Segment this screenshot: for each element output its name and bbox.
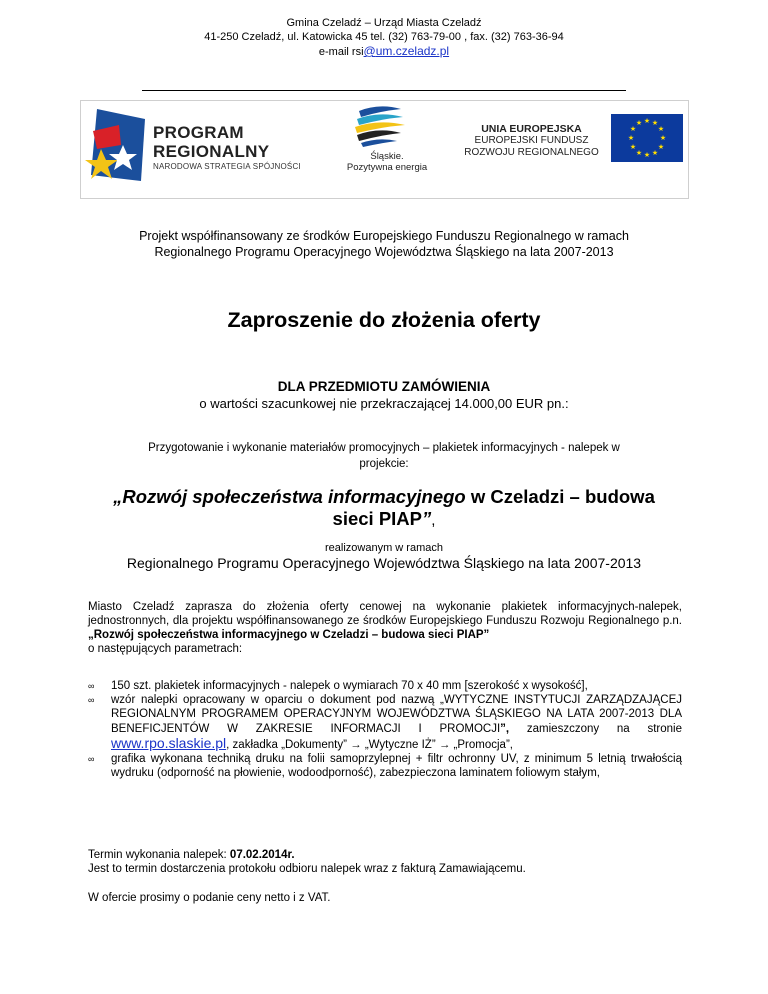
- letterhead: [0, 16, 768, 59]
- program-regionalny-logo-icon: [83, 105, 149, 191]
- list-item-text: wzór nalepki opracowany w oparciu o dokument pod nazwą „WYTYCZNE INSTYTUCJI ZARZĄDZAJĄCEJ REGIONALNYM PROGRAMEM OPERACYJNYM WOJEWÓDZTWA ŚLĄSKIEGO NA LATA 2007-2013 DLA BENEFICJENTÓW W ZAKRESIE INFORMACJI I PROMOCJI: [111, 694, 682, 735]
- project-name-rest: w Czeladzi – budowa: [465, 486, 655, 507]
- program-subtitle: NARODOWA STRATEGIA SPÓJNOŚCI: [153, 162, 301, 171]
- list-item-text: zamieszczony na stronie: [509, 722, 682, 735]
- deadline-note: Jest to termin dostarczenia protokołu odbioru nalepek wraz z fakturą Zamawiającemu.: [88, 863, 526, 875]
- cofinancing-line-2: Regionalnego Programu Operacyjnego Województwa Śląskiego na lata 2007-2013: [154, 245, 614, 259]
- rpo-website-link[interactable]: www.rpo.slaskie.pl: [111, 734, 227, 751]
- deadline-date: 07.02.2014r.: [229, 849, 295, 861]
- order-description: [0, 440, 768, 472]
- intro-text: Miasto Czeladź zaprasza do złożenia oferty cenowej na wykonanie plakietek informacyjnych-nalepek, jednostronnych, dla projektu współfinansowanego ze środków Europejskiego Funduszu Rozwoju Regionalnego p.n.: [88, 601, 682, 627]
- svg-text:★: ★: [651, 150, 659, 157]
- svg-text:★: ★: [643, 118, 651, 125]
- list-item-quote: ”,: [500, 722, 510, 735]
- project-name-italic: „Rozwój społeczeństwa informacyjnego: [113, 486, 466, 507]
- letterhead-email: [0, 44, 768, 59]
- pozytywna-energia-line: Pozytywna energia: [346, 162, 428, 173]
- email-prefix: e-mail rsi: [318, 46, 364, 58]
- email-domain-link[interactable]: um.czeladz.pl: [375, 44, 450, 58]
- letterhead-address: 41-250 Czeladź, ul. Katowicka 45 tel. (32) 763-79-00 , fax. (32) 763-36-94: [204, 31, 564, 43]
- list-item: [88, 679, 682, 693]
- regional-program-line: Regionalnego Programu Operacyjnego Województwa Śląskiego na lata 2007-2013: [126, 555, 642, 571]
- regionalny-line: REGIONALNY: [153, 142, 270, 161]
- eu-text: [464, 123, 599, 159]
- invitation-intro: [88, 600, 682, 656]
- bullet-icon: ∞: [88, 754, 95, 765]
- project-comma: ,: [431, 512, 436, 529]
- cofinancing-line-1: Projekt współfinansowany ze środków Europejskiego Funduszu Regionalnego w ramach: [139, 229, 629, 243]
- list-item-text: , zakładka „Dokumenty” → „Wytyczne IŻ” → „Promocja”,: [226, 738, 513, 751]
- project-name-line-2: sieci PIAP: [332, 508, 423, 529]
- email-at[interactable]: @: [363, 44, 376, 58]
- offer-note: W ofercie prosimy o podanie ceny netto i z VAT.: [88, 892, 331, 904]
- eu-flag-icon: [611, 114, 683, 162]
- project-close-quote: ”: [422, 508, 432, 529]
- document-title: Zaproszenie do złożenia oferty: [227, 308, 541, 332]
- svg-text:★: ★: [657, 126, 665, 133]
- realized-note: realizowanym w ramach: [325, 542, 443, 554]
- svg-text:★: ★: [651, 120, 659, 127]
- list-item-text: 150 szt. plakietek informacyjnych - nalepek o wymiarach 70 x 40 mm [szerokość x wysokość],: [111, 680, 588, 692]
- description-line-2: projekcie:: [359, 458, 409, 470]
- intro-tail: o następujących parametrach:: [88, 643, 243, 655]
- bullet-icon: ∞: [88, 681, 95, 691]
- svg-text:★: ★: [659, 135, 667, 142]
- parameters-list: [88, 679, 682, 780]
- deadline-label: Termin wykonania nalepek:: [88, 849, 230, 861]
- eu-fund-line: EUROPEJSKI FUNDUSZ: [474, 135, 589, 146]
- program-line: PROGRAM: [153, 123, 244, 142]
- slaskie-text: [327, 151, 447, 173]
- svg-text:★: ★: [629, 126, 637, 133]
- slaskie-logo-icon: [351, 105, 411, 149]
- list-item: [88, 693, 682, 752]
- program-regionalny-title: [153, 123, 269, 161]
- letterhead-office: Gmina Czeladź – Urząd Miasta Czeladź: [286, 17, 482, 29]
- logo-banner: [80, 100, 689, 199]
- svg-text:★: ★: [635, 150, 643, 157]
- cofinancing-note: [0, 228, 768, 260]
- svg-text:★: ★: [629, 144, 637, 151]
- eu-regional-line: ROZWOJU REGIONALNEGO: [464, 147, 599, 158]
- svg-text:★: ★: [627, 135, 635, 142]
- svg-text:★: ★: [643, 152, 651, 159]
- description-line-1: Przygotowanie i wykonanie materiałów promocyjnych – plakietek informacyjnych - nalepek w: [148, 442, 620, 454]
- list-item: [88, 752, 682, 780]
- bullet-icon: ∞: [88, 695, 95, 706]
- intro-project-name: „Rozwój społeczeństwa informacyjnego w Czeladzi – budowa sieci PIAP”: [88, 629, 490, 641]
- svg-text:★: ★: [657, 144, 665, 151]
- subject-value: o wartości szacunkowej nie przekraczającej 14.000,00 EUR pn.:: [199, 396, 569, 411]
- svg-text:★: ★: [635, 120, 643, 127]
- eu-title: UNIA EUROPEJSKA: [481, 123, 582, 135]
- deadline-line: [88, 848, 682, 862]
- subject-heading: DLA PRZEDMIOTU ZAMÓWIENIA: [277, 379, 491, 394]
- slaskie-line: Śląskie.: [370, 151, 404, 162]
- list-item-text: grafika wykonana techniką druku na folii samoprzylepnej + filtr ochronny UV, z minimum 5 letnią trwałością wydruku (odporność na płowienie, wodoodporność), zabezpieczona laminatem foliowym stałym,: [111, 753, 682, 780]
- project-name: [0, 486, 768, 532]
- header-divider: [142, 90, 626, 91]
